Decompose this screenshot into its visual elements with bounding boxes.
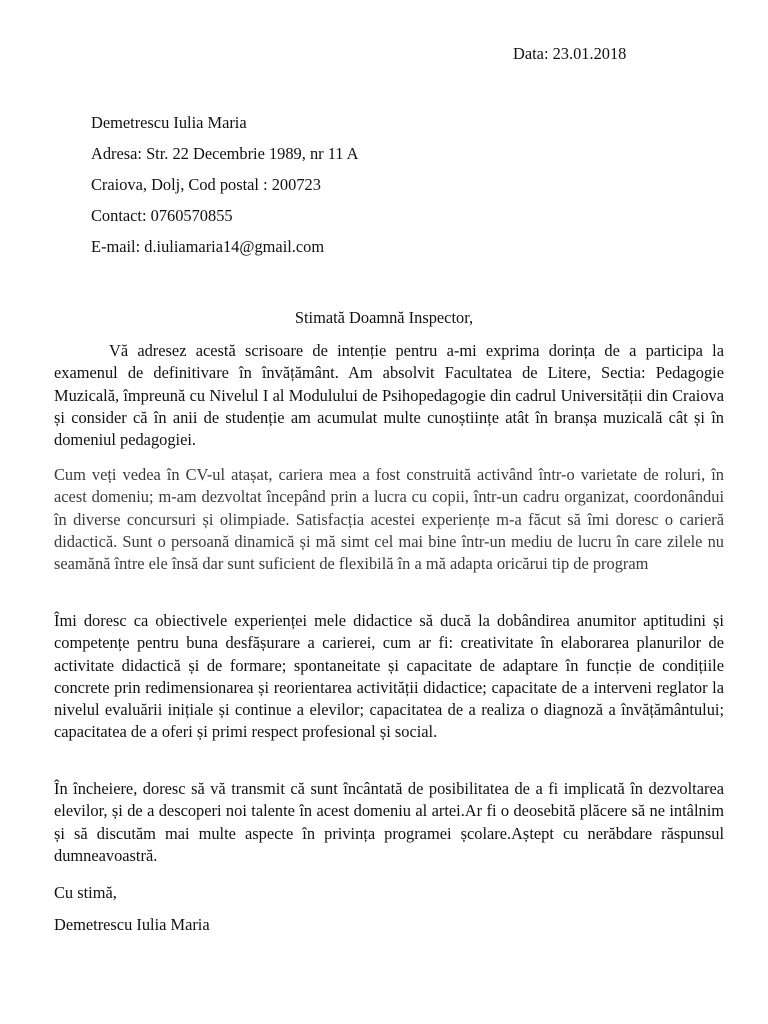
paragraph-objectives: Îmi doresc ca obiectivele experienței mele didactice să ducă la dobândirea anumitor aptitudini și competențe pentru buna desfășurare a carierei, cum ar fi: creativitate în elaborarea planurilor de activitate didactică și de formare; spontaneitate și capacitate de adaptare în funcție de condițiile concrete prin redimensionarea și reorientarea activității didactice; capacitate de a interveni reglator la nivelul evaluării inițiale și continue a elevilor; capacitatea de a realiza o diagnoză a învățământului; capacitatea de a oferi și primi respect profesional și social. xyxy=(54,611,724,742)
closing: Cu stimă, xyxy=(54,883,117,902)
salutation: Stimată Doamnă Inspector, xyxy=(294,308,474,327)
sender-name: Demetrescu Iulia Maria xyxy=(91,113,247,132)
paragraph-conclusion: În încheiere, doresc să vă transmit că sunt încântată de posibilitatea de a fi implicată în dezvoltarea elevilor, și de a descoperi noi talente în acest domeniu al artei.Ar fi o deosebită plăcere să ne intâlnim și să discutăm mai multe aspecte în privința programei școlare.Aștept cu nerăbdare răspunsul dumneavoastră. xyxy=(54,779,724,865)
sender-city: Craiova, Dolj, Cod postal : 200723 xyxy=(91,175,321,194)
sender-email: E-mail: d.iuliamaria14@gmail.com xyxy=(91,237,325,256)
signature-name: Demetrescu Iulia Maria xyxy=(54,915,210,934)
paragraph-experience: Cum veți vedea în CV-ul atașat, cariera mea a fost construită activând într-o varietate de roluri, în acest domeniu; m-am dezvoltat începând prin a lucra cu copii, într-un cadru organizat, coordonândui în diverse concursuri și olimpiade. Satisfacția acestei experiențe m-a făcut să îmi doresc o carieră didactică. Sunt o persoană dinamică și mă simt cel mai bine într-un mediu de lucru în care zilele nu seamănă între ele însă dar sunt suficient de flexibilă în a mă adapta oricărui tip de program xyxy=(54,465,724,574)
paragraph-intro: Vă adresez acestă scrisoare de intenție pentru a-mi exprima dorința de a participa la examenul de definitivare în învățământ. Am absolvit Facultatea de Litere, Sectia: Pedagogie Muzicală, împreună cu Nivelul I al Modulului de Psihopedagogie din cadrul Universității din Craiova și consider că în anii de studenție am acumulat multe cunoștiințe atât în branșa muzicală cât și în domeniul pedagogiei. xyxy=(54,341,724,450)
sender-block xyxy=(91,113,359,268)
letter-date: Data: 23.01.2018 xyxy=(513,44,627,63)
sender-contact: Contact: 0760570855 xyxy=(91,206,233,225)
sender-address: Adresa: Str. 22 Decembrie 1989, nr 11 A xyxy=(91,144,359,163)
